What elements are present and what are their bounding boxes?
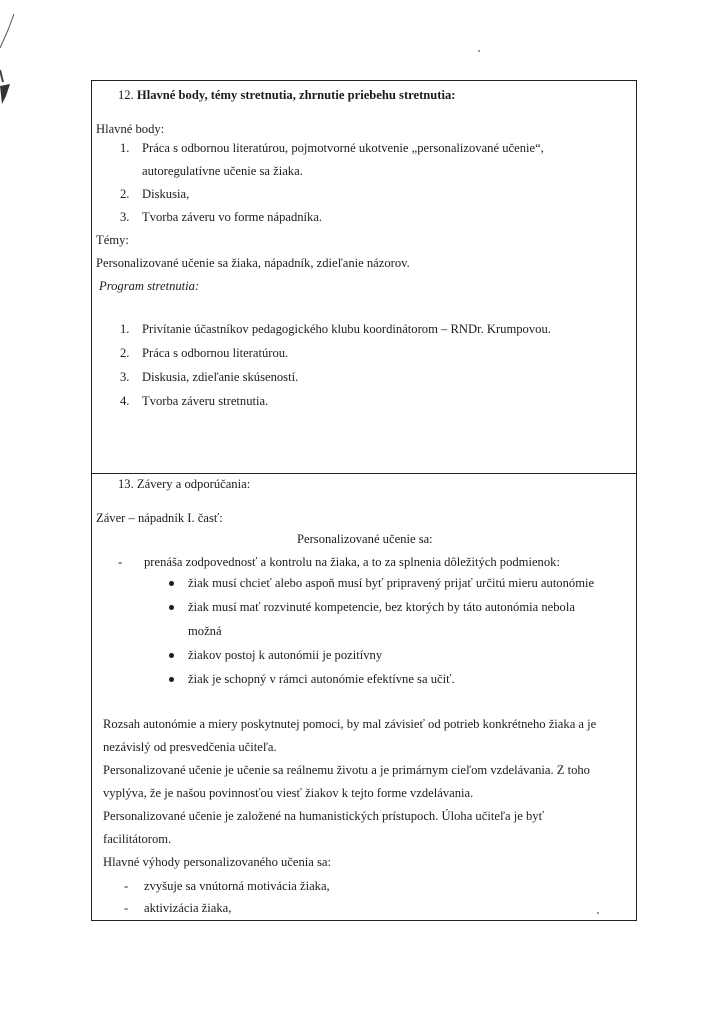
list-item — [120, 140, 544, 156]
item-number: 3. — [120, 370, 130, 384]
item-number: 2. — [120, 187, 130, 201]
topics-text: Personalizované učenie sa žiaka, nápadník, zdieľanie názorov. — [96, 256, 410, 270]
scan-speck — [478, 50, 480, 52]
advantage-item — [124, 878, 330, 894]
paragraph-line: Hlavné výhody personalizovaného učenia sa: — [103, 855, 332, 869]
section-13-heading — [118, 476, 250, 492]
bullet-item: žiak musí chcieť alebo aspoň musí byť pripravený prijať určitú mieru autonómie — [188, 576, 595, 590]
program-item — [120, 345, 288, 361]
paragraph-line: Personalizované učenie je založené na humanistických prístupoch. Úloha učiteľa je byť — [103, 809, 544, 823]
program-label: Program stretnutia: — [99, 279, 200, 293]
paragraph-line: vyplýva, že je našou povinnosťou viesť žiakov k tejto forme vzdelávania. — [103, 786, 474, 800]
conclusion-label: Záver – nápadník I. časť: — [96, 511, 223, 525]
dash-marker: - — [124, 901, 129, 915]
list-item — [120, 209, 322, 225]
item-number: 2. — [120, 346, 130, 360]
advantage-item — [124, 900, 231, 916]
list-item-continuation: autoregulatívne učenie sa žiaka. — [142, 164, 303, 178]
bullet-icon — [169, 581, 174, 586]
topics-label: Témy: — [96, 233, 129, 247]
item-text: Diskusia, — [142, 187, 190, 201]
section-title: Hlavné body, témy stretnutia, zhrnutie priebehu stretnutia: — [136, 88, 456, 102]
dash-marker: - — [124, 879, 129, 893]
section-12-heading — [118, 87, 455, 103]
item-text: Diskusia, zdieľanie skúseností. — [142, 370, 299, 384]
program-item — [120, 369, 298, 385]
section-number: 13. — [118, 477, 134, 491]
item-number: 1. — [120, 322, 130, 336]
item-text: Tvorba záveru stretnutia. — [142, 394, 269, 408]
main-points-label: Hlavné body: — [96, 122, 165, 136]
item-number: 3. — [120, 210, 130, 224]
dash-marker: - — [118, 555, 123, 569]
item-text: prenáša zodpovednosť a kontrolu na žiaka, a to za splnenia dôležitých podmienok: — [144, 555, 560, 569]
paragraph-line: facilitátorom. — [103, 832, 172, 846]
item-text: Privítanie účastníkov pedagogického klubu koordinátorom – RNDr. Krumpovou. — [142, 322, 551, 336]
paragraph-line: Rozsah autonómie a miery poskytnutej pomoci, by mal závisieť od potrieb konkrétneho žiaka a je — [103, 717, 597, 731]
centered-title: Personalizované učenie sa: — [297, 532, 433, 546]
section-12 — [92, 81, 636, 474]
report-table — [91, 80, 637, 921]
program-item — [120, 393, 268, 409]
bullet-item: žiakov postoj k autonómii je pozitívny — [188, 648, 383, 662]
item-text: Práca s odbornou literatúrou. — [142, 346, 289, 360]
item-number: 4. — [120, 394, 130, 408]
item-text: Tvorba záveru vo forme nápadníka. — [142, 210, 323, 224]
scan-edge-mark — [0, 0, 60, 110]
bullet-item: žiak je schopný v rámci autonómie efektívne sa učiť. — [188, 672, 455, 686]
program-item — [120, 321, 551, 337]
dash-item — [118, 554, 560, 570]
item-text: aktivizácia žiaka, — [144, 901, 232, 915]
bullet-item: žiak musí mať rozvinuté kompetencie, bez ktorých by táto autonómia nebola — [188, 600, 575, 614]
section-number: 12. — [118, 88, 134, 102]
paragraph-line: nezávislý od presvedčenia učiteľa. — [103, 740, 277, 754]
item-text: Práca s odbornou literatúrou, pojmotvorné ukotvenie „personalizované učenie“, — [142, 141, 544, 155]
item-number: 1. — [120, 141, 130, 155]
paragraph-line: Personalizované učenie je učenie sa reálnemu životu a je primárnym cieľom vzdelávania. Z toho — [103, 763, 590, 777]
bullet-icon — [169, 605, 174, 610]
bullet-icon — [169, 677, 174, 682]
list-item — [120, 186, 189, 202]
section-13 — [92, 473, 636, 920]
bullet-icon — [169, 653, 174, 658]
section-title: Závery a odporúčania: — [136, 477, 251, 491]
item-text: zvyšuje sa vnútorná motivácia žiaka, — [144, 879, 330, 893]
bullet-item-continuation: možná — [188, 624, 222, 638]
